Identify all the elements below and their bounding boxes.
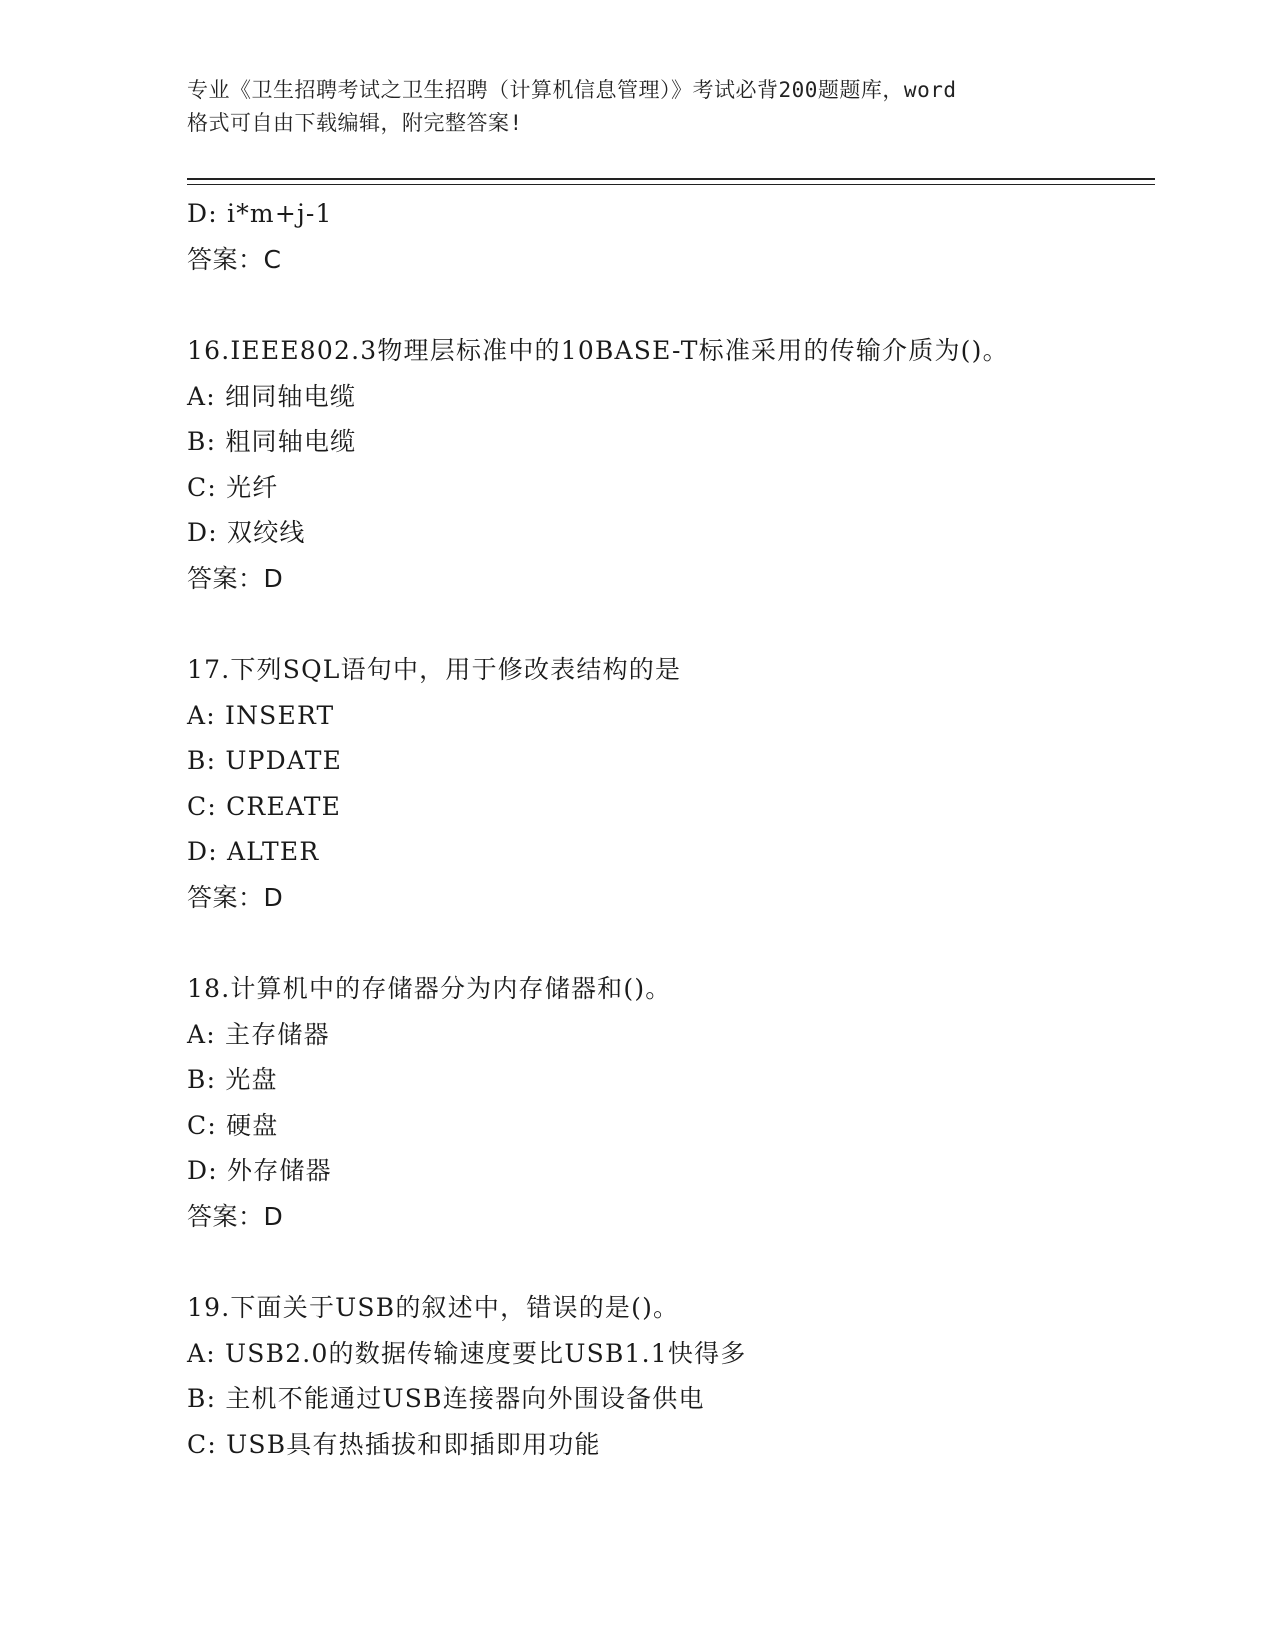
spacer bbox=[187, 1239, 1155, 1285]
header-divider-thin bbox=[187, 184, 1155, 185]
option-line: B: 主机不能通过USB连接器向外围设备供电 bbox=[187, 1384, 705, 1413]
option-line: A: 细同轴电缆 bbox=[187, 381, 357, 411]
answer-line: 答案：D bbox=[187, 563, 284, 593]
header-line-1: 专业《卫生招聘考试之卫生招聘（计算机信息管理）》考试必背200题题库，word bbox=[187, 78, 957, 102]
question-block-19 bbox=[187, 1285, 1155, 1467]
question-stem: 19.下面关于USB的叙述中，错误的是()。 bbox=[187, 1293, 680, 1322]
option-line: D: 双绞线 bbox=[187, 518, 306, 547]
answer-line: 答案：D bbox=[187, 882, 284, 912]
option-line: C: 硬盘 bbox=[187, 1110, 279, 1140]
option-line: D: 外存储器 bbox=[187, 1156, 332, 1185]
option-line: B: 粗同轴电缆 bbox=[187, 427, 357, 456]
question-block-17 bbox=[187, 647, 1155, 920]
question-stem: 18.计算机中的存储器分为内存储器和()。 bbox=[187, 974, 672, 1003]
header-divider-thick bbox=[187, 178, 1155, 180]
option-line: A: USB2.0的数据传输速度要比USB1.1快得多 bbox=[187, 1338, 747, 1368]
question-stem: 17.下列SQL语句中，用于修改表结构的是 bbox=[187, 655, 682, 684]
option-line: D: ALTER bbox=[187, 837, 320, 866]
option-line: B: UPDATE bbox=[187, 746, 343, 775]
option-line: B: 光盘 bbox=[187, 1065, 278, 1094]
question-list bbox=[187, 191, 1155, 1467]
option-line: A: INSERT bbox=[187, 700, 335, 730]
question-block-16 bbox=[187, 328, 1155, 601]
option-line: A: 主存储器 bbox=[187, 1019, 330, 1049]
question-block-18 bbox=[187, 966, 1155, 1239]
question-stem: 16.IEEE802.3物理层标准中的10BASE-T标准采用的传输介质为()。 bbox=[187, 336, 1009, 365]
option-line: C: 光纤 bbox=[187, 472, 279, 502]
option-line: D: i*m+j-1 bbox=[187, 199, 333, 228]
spacer bbox=[187, 601, 1155, 647]
answer-line: 答案：C bbox=[187, 244, 282, 274]
document-header bbox=[187, 74, 1087, 140]
option-line: C: CREATE bbox=[187, 791, 342, 821]
option-line: C: USB具有热插拔和即插即用功能 bbox=[187, 1429, 601, 1459]
spacer bbox=[187, 282, 1155, 328]
answer-line: 答案：D bbox=[187, 1201, 284, 1231]
header-line-2: 格式可自由下载编辑，附完整答案! bbox=[187, 111, 523, 135]
spacer bbox=[187, 920, 1155, 966]
